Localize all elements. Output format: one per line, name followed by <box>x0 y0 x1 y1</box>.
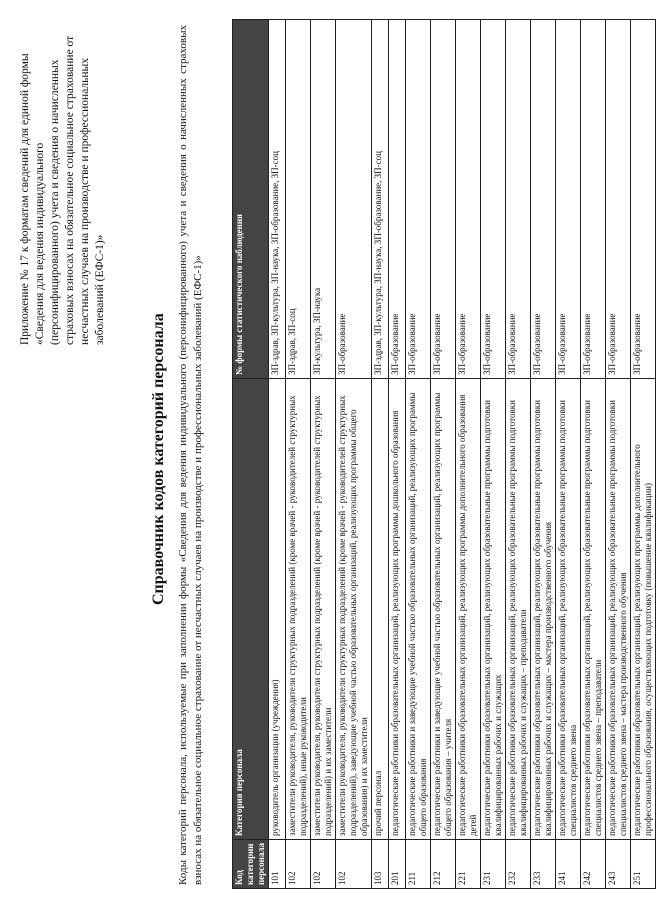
cell-forms: ЗП-образование <box>431 20 456 379</box>
cell-category: педагогические работники образовательных организаций, реализующих образовательные программы подготовки специалистов среднего звена – преподаватели <box>581 378 606 839</box>
table-row <box>406 20 431 889</box>
cell-code: 233 <box>531 840 556 889</box>
table-row <box>506 20 531 889</box>
appendix-line: «Сведения для ведения индивидуального <box>34 142 46 345</box>
appendix-line: страховых взносах на обязательное социальное страхование от <box>64 35 76 345</box>
cell-code: 232 <box>506 840 531 889</box>
table-row <box>372 20 389 889</box>
cell-code: 101 <box>269 840 286 889</box>
table-row <box>336 20 372 889</box>
cell-code: 251 <box>631 840 656 889</box>
cell-forms: ЗП-образование <box>389 20 406 379</box>
appendix-line: (персонифицированного) учета и сведения о начисленных <box>49 59 61 345</box>
cell-forms: ЗП-образование <box>506 20 531 379</box>
cell-category: педагогические работники и заведующие учебной частью образовательных организаций, реализующих программы общего образования – учителя <box>431 378 456 839</box>
table-row <box>431 20 456 889</box>
cell-code: 102 <box>311 840 336 889</box>
table-row <box>269 20 286 889</box>
cell-code: 241 <box>556 840 581 889</box>
appendix-line: несчастных случаев на производстве и профессиональных <box>79 57 91 345</box>
cell-forms: ЗП-образование <box>631 20 656 379</box>
cell-code: 102 <box>336 840 372 889</box>
cell-category: руководитель организации (учреждения) <box>269 378 286 839</box>
cell-code: 102 <box>286 840 311 889</box>
cell-category: педагогические работники образовательных организаций, реализующих программы дополнительного образования детей <box>456 378 481 839</box>
cell-forms: ЗП-здрав, ЗП-культура, ЗП-наука, ЗП-образование, ЗП-соц <box>372 20 389 379</box>
cell-forms: ЗП-здрав, ЗП-культура, ЗП-наука, ЗП-образование, ЗП-соц <box>269 20 286 379</box>
table-row <box>631 20 656 889</box>
header-code: Код категории персонала <box>233 840 269 889</box>
appendix-line: заболеваний (ЕФС-1)» <box>94 234 106 345</box>
table-row <box>389 20 406 889</box>
cell-forms: ЗП-образование <box>531 20 556 379</box>
document-title: Справочник кодов категорий персонала <box>150 313 167 605</box>
cell-category: прочий персонал <box>372 378 389 839</box>
cell-category: педагогические работники образовательных организаций, реализующих программы дополнительного профессионального образования, осуществляющих подготовку (повышение квалификации) <box>631 378 656 839</box>
cell-forms: ЗП-образование <box>406 20 431 379</box>
cell-category: педагогические работники образовательных организаций, реализующих образовательные программы подготовки квалифицированных рабочих и служащих – мастера производственного обучения <box>531 378 556 839</box>
table-row <box>311 20 336 889</box>
cell-category: заместители руководителя, руководители структурных подразделений (кроме врачей - руководителей структурных подразделений), заведующие учебной частью образовательных организаций, реализующих программы общего образования) и их заместители <box>336 378 372 839</box>
cell-forms: ЗП-образование <box>456 20 481 379</box>
cell-category: педагогические работники образовательных организаций, реализующих образовательные программы подготовки квалифицированных рабочих и служащих <box>481 378 506 839</box>
header-category: Категория персонала <box>233 378 269 839</box>
cell-code: 242 <box>581 840 606 889</box>
cell-code: 211 <box>406 840 431 889</box>
cell-category: заместители руководителя, руководители структурных подразделений (кроме врачей - руководителей структурных подразделений), иные руководители <box>286 378 311 839</box>
appendix-block <box>18 35 108 345</box>
cell-code: 201 <box>389 840 406 889</box>
cell-forms: ЗП-образование <box>581 20 606 379</box>
cell-forms: ЗП-культура, ЗП-наука <box>311 20 336 379</box>
cell-category: педагогические работники образовательных организаций, реализующих образовательные программы подготовки специалистов среднего звена – мастера производственного обучения <box>606 378 631 839</box>
cell-category: педагогические работники образовательных организаций, реализующих образовательные программы подготовки специалистов среднего звена <box>556 378 581 839</box>
cell-category: педагогические работники образовательных организаций, реализующих программы дошкольного образования <box>389 378 406 839</box>
cell-code: 103 <box>372 840 389 889</box>
cell-forms: ЗП-образование <box>481 20 506 379</box>
table-row <box>581 20 606 889</box>
cell-category: заместители руководителя, руководители структурных подразделений (кроме врачей - руководителей структурных подразделений) и их заместители <box>311 378 336 839</box>
appendix-line: Приложение № 17 к форматам сведений для единой формы <box>19 53 31 345</box>
cell-forms: ЗП-здрав, ЗП-соц <box>286 20 311 379</box>
cell-forms: ЗП-образование <box>556 20 581 379</box>
header-forms: № формы статистического наблюдения <box>233 20 269 379</box>
table-row <box>481 20 506 889</box>
table-header-row <box>233 20 269 889</box>
cell-forms: ЗП-образование <box>336 20 372 379</box>
intro-paragraph: Коды категорий персонала, используемые при заполнении формы «Сведения для ведения индивидуального (персонифицированного) учета и сведения о начисленных страховых взносах на обязательное социальное страхование от несчастных случаев на производстве и профессиональных заболеваний (ЕФС-1)» <box>177 25 204 885</box>
table-body <box>269 20 656 889</box>
cell-category: педагогические работники образовательных организаций, реализующих образовательные программы подготовки квалифицированных рабочих и служащих – преподаватели <box>506 378 531 839</box>
cell-code: 212 <box>431 840 456 889</box>
table-row <box>531 20 556 889</box>
table-row <box>556 20 581 889</box>
table-row <box>286 20 311 889</box>
cell-code: 231 <box>481 840 506 889</box>
cell-category: педагогические работники и заведующие учебной частью образовательных организаций, реализующих программы общего образования <box>406 378 431 839</box>
cell-forms: ЗП-образование <box>606 20 631 379</box>
cell-code: 243 <box>606 840 631 889</box>
table-row <box>606 20 631 889</box>
table-row <box>456 20 481 889</box>
cell-code: 221 <box>456 840 481 889</box>
codes-table <box>232 19 656 889</box>
